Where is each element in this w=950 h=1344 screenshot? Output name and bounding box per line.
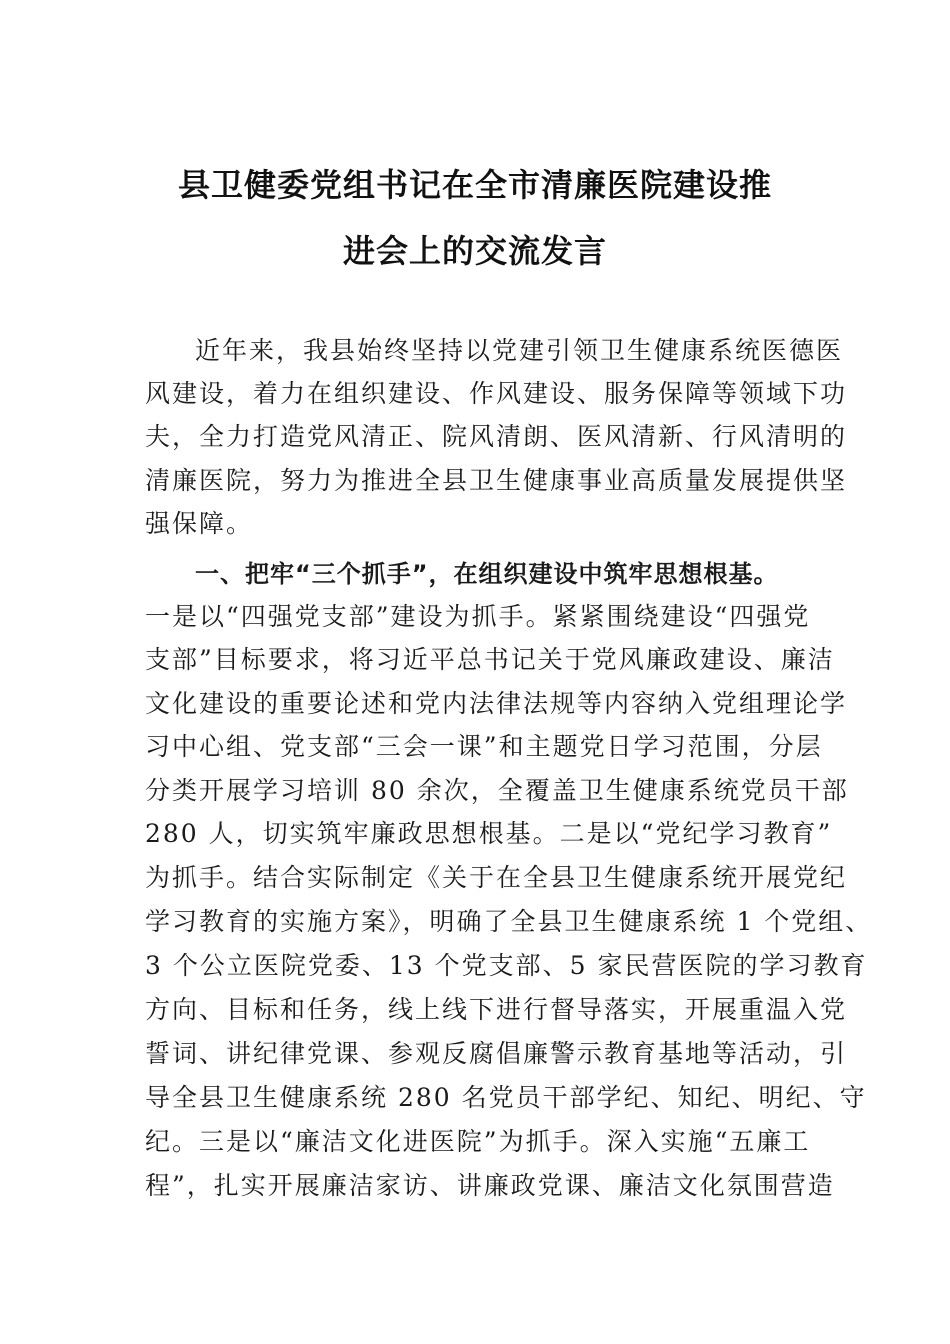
section-1-line: 导全县卫生健康系统 280 名党员干部学纪、知纪、明纪、守 <box>145 1083 867 1112</box>
section-1-line: 方向、目标和任务，线上线下进行督导落实，开展重温入党 <box>145 995 848 1024</box>
section-1-heading: 一、把牢“三个抓手”，在组织建设中筑牢思想根基。 <box>195 560 779 588</box>
section-1-line: 文化建设的重要论述和党内法律法规等内容纳入党组理论学 <box>145 689 848 718</box>
section-1-line: 纪。三是以“廉洁文化进医院”为抓手。深入实施“五廉工 <box>145 1127 811 1156</box>
section-1-line: 支部”目标要求，将习近平总书记关于党风廉政建设、廉洁 <box>145 645 835 674</box>
section-1-line: 誓词、讲纪律党课、参观反腐倡廉警示教育基地等活动，引 <box>145 1039 848 1068</box>
section-1-line: 习中心组、党支部“三会一课”和主题党日学习范围，分层 <box>145 732 823 761</box>
section-1-line: 程”，扎实开展廉洁家访、讲廉政党课、廉洁文化氛围营造 <box>145 1171 835 1200</box>
intro-line: 风建设，着力在组织建设、作风建设、服务保障等领域下功 <box>145 379 848 408</box>
section-1-line: 3 个公立医院党委、13 个党支部、5 家民营医院的学习教育 <box>145 951 868 980</box>
section-1-line: 一是以“四强党支部”建设为抓手。紧紧围绕建设“四强党 <box>145 602 811 631</box>
intro-line: 清廉医院，努力为推进全县卫生健康事业高质量发展提供坚 <box>145 466 848 495</box>
section-1-line: 为抓手。结合实际制定《关于在全县卫生健康系统开展党纪 <box>145 863 848 892</box>
document-title-line-1: 县卫健委党组书记在全市清廉医院建设推 <box>177 166 772 204</box>
section-1-line: 280 人，切实筑牢廉政思想根基。二是以“党纪学习教育” <box>145 819 833 848</box>
intro-line: 近年来，我县始终坚持以党建引领卫生健康系统医德医 <box>195 336 844 365</box>
document-title-line-2: 进会上的交流发言 <box>342 232 607 270</box>
section-1-line: 分类开展学习培训 80 余次，全覆盖卫生健康系统党员干部 <box>145 776 849 805</box>
section-1-line: 学习教育的实施方案》，明确了全县卫生健康系统 1 个党组、 <box>145 907 873 936</box>
intro-line: 夫，全力打造党风清正、院风清朗、医风清新、行风清明的 <box>145 422 848 451</box>
intro-line: 强保障。 <box>145 509 254 538</box>
